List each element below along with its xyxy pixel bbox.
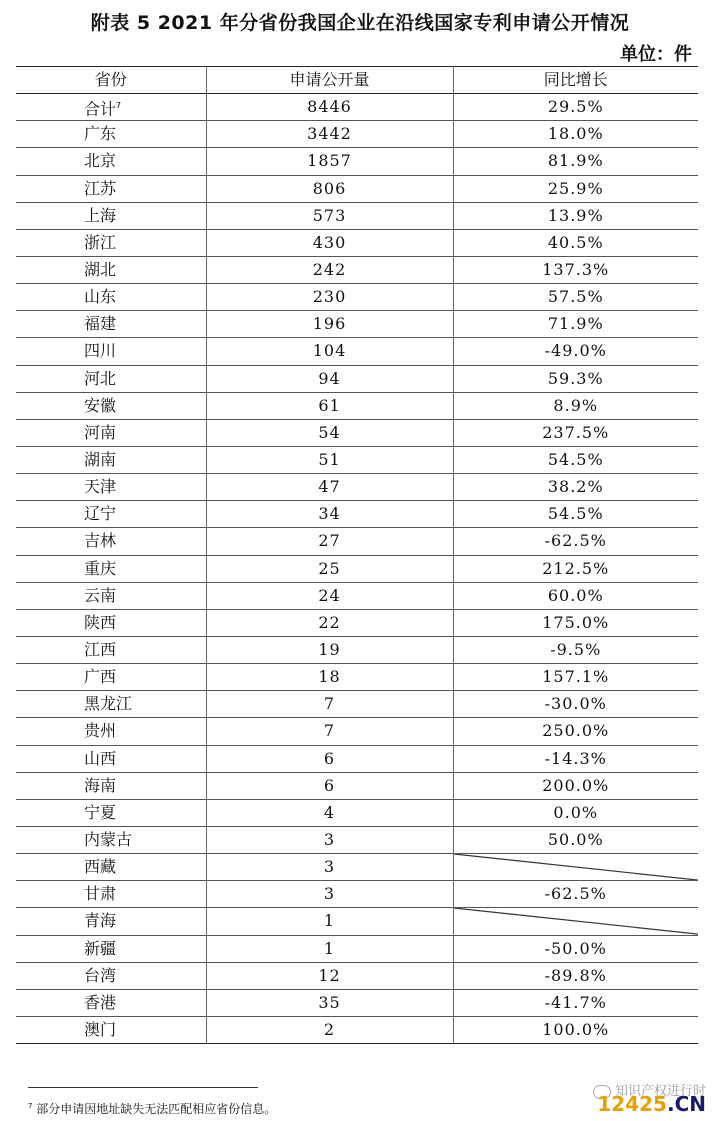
province-cell bbox=[16, 989, 206, 1016]
count-cell bbox=[206, 419, 453, 446]
site-logo bbox=[597, 1092, 706, 1116]
province-cell bbox=[16, 528, 206, 555]
province-cell bbox=[16, 474, 206, 501]
table-row bbox=[16, 718, 698, 745]
column-header-count: 申请公开量 bbox=[206, 67, 453, 94]
table-row bbox=[16, 799, 698, 826]
growth-cell bbox=[453, 962, 698, 989]
province-cell bbox=[16, 772, 206, 799]
province-name: 广东 bbox=[84, 124, 117, 144]
province-cell bbox=[16, 935, 206, 962]
province-name: 北京 bbox=[84, 151, 117, 171]
count-cell bbox=[206, 284, 453, 311]
no-data-slash bbox=[454, 854, 699, 880]
growth-value: -9.5% bbox=[550, 640, 602, 660]
count-cell bbox=[206, 718, 453, 745]
count-cell bbox=[206, 501, 453, 528]
province-cell bbox=[16, 94, 206, 121]
growth-cell bbox=[453, 772, 698, 799]
count-cell bbox=[206, 175, 453, 202]
growth-cell bbox=[453, 175, 698, 202]
table-row bbox=[16, 664, 698, 691]
growth-cell bbox=[453, 555, 698, 582]
growth-value: 38.2% bbox=[547, 477, 604, 497]
table-row bbox=[16, 229, 698, 256]
count-cell bbox=[206, 636, 453, 663]
count-cell bbox=[206, 691, 453, 718]
growth-cell bbox=[453, 691, 698, 718]
province-cell bbox=[16, 908, 206, 935]
growth-value: 137.3% bbox=[542, 260, 610, 280]
province-cell bbox=[16, 1016, 206, 1043]
count-cell bbox=[206, 582, 453, 609]
growth-value: 54.5% bbox=[547, 450, 604, 470]
province-cell bbox=[16, 256, 206, 283]
growth-cell bbox=[453, 636, 698, 663]
count-value: 94 bbox=[318, 368, 341, 388]
count-value: 3 bbox=[323, 857, 336, 877]
growth-cell bbox=[453, 202, 698, 229]
count-cell bbox=[206, 338, 453, 365]
footnote bbox=[28, 1100, 276, 1117]
count-value: 25 bbox=[318, 558, 341, 578]
growth-cell bbox=[453, 148, 698, 175]
growth-cell bbox=[453, 229, 698, 256]
count-cell bbox=[206, 94, 453, 121]
table-row bbox=[16, 772, 698, 799]
growth-value: 237.5% bbox=[542, 422, 610, 442]
province-name: 福建 bbox=[84, 314, 117, 334]
growth-cell bbox=[453, 392, 698, 419]
table-row bbox=[16, 1016, 698, 1043]
growth-value: 250.0% bbox=[542, 721, 610, 741]
growth-cell bbox=[453, 311, 698, 338]
growth-value: 29.5% bbox=[547, 97, 604, 117]
footnote-divider bbox=[28, 1087, 258, 1088]
growth-cell bbox=[453, 935, 698, 962]
table-row bbox=[16, 989, 698, 1016]
province-cell bbox=[16, 202, 206, 229]
province-name: 四川 bbox=[84, 341, 117, 361]
table-row bbox=[16, 555, 698, 582]
count-value: 35 bbox=[318, 992, 341, 1012]
table-row bbox=[16, 338, 698, 365]
province-name: 宁夏 bbox=[84, 802, 117, 822]
footnote-mark: 7 bbox=[28, 1102, 33, 1110]
growth-cell bbox=[453, 989, 698, 1016]
count-cell bbox=[206, 311, 453, 338]
growth-value: 200.0% bbox=[542, 775, 610, 795]
count-cell bbox=[206, 446, 453, 473]
count-value: 230 bbox=[312, 287, 347, 307]
province-patent-table bbox=[16, 66, 698, 1044]
growth-cell bbox=[453, 365, 698, 392]
growth-value: 81.9% bbox=[547, 151, 604, 171]
province-cell bbox=[16, 962, 206, 989]
growth-value: -62.5% bbox=[544, 884, 607, 904]
table-row bbox=[16, 636, 698, 663]
table-row bbox=[16, 881, 698, 908]
count-value: 4 bbox=[323, 802, 336, 822]
province-name: 新疆 bbox=[84, 938, 117, 958]
count-cell bbox=[206, 664, 453, 691]
province-cell bbox=[16, 419, 206, 446]
growth-value: -49.0% bbox=[544, 341, 607, 361]
growth-cell bbox=[453, 501, 698, 528]
count-value: 430 bbox=[312, 232, 347, 252]
table-row bbox=[16, 854, 698, 881]
province-name: 上海 bbox=[84, 205, 117, 225]
watermark-text: 知识产权进行时 bbox=[614, 1084, 706, 1099]
province-name: 内蒙古 bbox=[84, 830, 133, 849]
growth-cell bbox=[453, 94, 698, 121]
province-cell bbox=[16, 311, 206, 338]
count-value: 7 bbox=[323, 721, 336, 741]
table-row bbox=[16, 501, 698, 528]
count-cell bbox=[206, 1016, 453, 1043]
table-row bbox=[16, 962, 698, 989]
province-name: 黑龙江 bbox=[84, 694, 133, 714]
growth-value: 0.0% bbox=[553, 802, 599, 822]
province-cell bbox=[16, 718, 206, 745]
province-name: 山西 bbox=[84, 748, 117, 768]
province-name: 广西 bbox=[84, 667, 117, 687]
growth-value: 50.0% bbox=[547, 830, 604, 849]
table-row bbox=[16, 745, 698, 772]
table-row bbox=[16, 365, 698, 392]
growth-cell bbox=[453, 799, 698, 826]
growth-value: 54.5% bbox=[547, 504, 604, 524]
province-name: 湖南 bbox=[84, 450, 117, 470]
logo-digits: 12425 bbox=[597, 1092, 667, 1116]
growth-cell bbox=[453, 664, 698, 691]
province-cell bbox=[16, 854, 206, 881]
table-row bbox=[16, 311, 698, 338]
province-name: 安徽 bbox=[84, 395, 117, 415]
province-cell bbox=[16, 148, 206, 175]
count-cell bbox=[206, 745, 453, 772]
count-value: 242 bbox=[312, 260, 347, 280]
count-value: 6 bbox=[323, 775, 336, 795]
column-header-province: 省份 bbox=[94, 70, 127, 90]
province-name: 江苏 bbox=[84, 178, 117, 198]
count-value: 1 bbox=[323, 938, 336, 958]
table-row bbox=[16, 446, 698, 473]
province-cell bbox=[16, 881, 206, 908]
count-cell bbox=[206, 121, 453, 148]
footnote-text: 部分申请因地址缺失无法匹配相应省份信息。 bbox=[36, 1102, 277, 1116]
growth-value: 59.3% bbox=[547, 368, 604, 388]
growth-cell bbox=[453, 474, 698, 501]
count-cell bbox=[206, 202, 453, 229]
count-value: 196 bbox=[312, 314, 347, 334]
table-row bbox=[16, 392, 698, 419]
table-row bbox=[16, 175, 698, 202]
count-value: 61 bbox=[318, 395, 341, 415]
count-value: 47 bbox=[318, 477, 341, 497]
province-name: 香港 bbox=[84, 992, 117, 1012]
count-value: 22 bbox=[318, 612, 341, 632]
province-cell bbox=[16, 446, 206, 473]
count-cell bbox=[206, 854, 453, 881]
count-value: 573 bbox=[312, 205, 347, 225]
count-value: 104 bbox=[312, 341, 347, 361]
growth-value: -41.7% bbox=[544, 992, 607, 1012]
table-row bbox=[16, 121, 698, 148]
count-value: 12 bbox=[318, 965, 341, 985]
count-cell bbox=[206, 528, 453, 555]
province-cell bbox=[16, 121, 206, 148]
growth-cell bbox=[453, 609, 698, 636]
count-cell bbox=[206, 908, 453, 935]
growth-value: 60.0% bbox=[547, 585, 604, 605]
table-row bbox=[16, 474, 698, 501]
count-value: 3 bbox=[323, 884, 336, 904]
count-cell bbox=[206, 392, 453, 419]
count-value: 24 bbox=[318, 585, 341, 605]
province-name: 云南 bbox=[84, 585, 117, 605]
growth-value: 40.5% bbox=[547, 232, 604, 252]
count-value: 806 bbox=[312, 178, 347, 198]
growth-value: 157.1% bbox=[542, 667, 610, 687]
count-value: 19 bbox=[318, 640, 341, 660]
growth-value: 212.5% bbox=[542, 558, 610, 578]
count-cell bbox=[206, 555, 453, 582]
province-cell bbox=[16, 229, 206, 256]
province-cell bbox=[16, 609, 206, 636]
growth-cell bbox=[453, 256, 698, 283]
province-name: 山东 bbox=[84, 287, 117, 307]
table-row bbox=[16, 908, 698, 935]
table-row bbox=[16, 148, 698, 175]
growth-cell bbox=[453, 528, 698, 555]
count-cell bbox=[206, 935, 453, 962]
growth-value: 18.0% bbox=[547, 124, 604, 144]
province-name: 辽宁 bbox=[84, 504, 117, 524]
province-name: 澳门 bbox=[84, 1019, 117, 1039]
province-name: 吉林 bbox=[84, 531, 117, 551]
table-row bbox=[16, 691, 698, 718]
growth-value: -62.5% bbox=[544, 531, 607, 551]
table-row bbox=[16, 256, 698, 283]
province-cell bbox=[16, 664, 206, 691]
count-value: 27 bbox=[318, 531, 341, 551]
count-cell bbox=[206, 881, 453, 908]
count-value: 2 bbox=[323, 1019, 336, 1039]
count-cell bbox=[206, 609, 453, 636]
province-name: 河北 bbox=[84, 368, 117, 388]
growth-cell bbox=[453, 338, 698, 365]
province-cell bbox=[16, 501, 206, 528]
growth-cell bbox=[453, 745, 698, 772]
footnote-ref: 7 bbox=[116, 100, 122, 110]
province-name: 天津 bbox=[84, 477, 117, 497]
logo-suffix: .CN bbox=[666, 1092, 706, 1116]
table-row bbox=[16, 935, 698, 962]
count-cell bbox=[206, 826, 453, 853]
no-data-slash bbox=[454, 908, 699, 934]
growth-cell bbox=[453, 284, 698, 311]
count-cell bbox=[206, 148, 453, 175]
growth-cell bbox=[453, 446, 698, 473]
province-name: 河南 bbox=[84, 422, 117, 442]
province-cell bbox=[16, 799, 206, 826]
growth-value: -14.3% bbox=[544, 748, 607, 768]
province-name: 陕西 bbox=[84, 612, 117, 632]
province-cell bbox=[16, 826, 206, 853]
table-row bbox=[16, 284, 698, 311]
province-name: 青海 bbox=[84, 911, 117, 931]
province-name: 湖北 bbox=[84, 260, 117, 280]
table-row bbox=[16, 94, 698, 121]
count-value: 6 bbox=[323, 748, 336, 768]
count-value: 1 bbox=[323, 911, 336, 931]
province-cell bbox=[16, 636, 206, 663]
growth-cell bbox=[453, 1016, 698, 1043]
count-value: 3 bbox=[323, 830, 336, 849]
count-value: 8446 bbox=[307, 97, 352, 117]
count-cell bbox=[206, 474, 453, 501]
province-name: 台湾 bbox=[84, 965, 117, 985]
column-header-growth: 同比增长 bbox=[453, 67, 698, 94]
table-row bbox=[16, 528, 698, 555]
table-row bbox=[16, 419, 698, 446]
province-cell bbox=[16, 175, 206, 202]
province-cell bbox=[16, 582, 206, 609]
province-name: 合计 bbox=[84, 98, 117, 118]
growth-cell bbox=[453, 582, 698, 609]
count-cell bbox=[206, 772, 453, 799]
growth-value: 175.0% bbox=[542, 612, 610, 632]
province-name: 西藏 bbox=[84, 857, 117, 877]
growth-value: 8.9% bbox=[553, 395, 599, 415]
growth-cell bbox=[453, 881, 698, 908]
count-cell bbox=[206, 989, 453, 1016]
table-row bbox=[16, 826, 698, 853]
table-header-row bbox=[16, 67, 698, 94]
province-name: 重庆 bbox=[84, 558, 117, 578]
province-cell bbox=[16, 365, 206, 392]
province-cell bbox=[16, 745, 206, 772]
count-cell bbox=[206, 365, 453, 392]
growth-value: 13.9% bbox=[547, 205, 604, 225]
province-cell bbox=[16, 392, 206, 419]
growth-value: 25.9% bbox=[547, 178, 604, 198]
growth-cell bbox=[453, 718, 698, 745]
province-cell bbox=[16, 284, 206, 311]
province-name: 贵州 bbox=[84, 721, 117, 741]
growth-cell bbox=[453, 419, 698, 446]
growth-cell bbox=[453, 854, 698, 881]
growth-cell bbox=[453, 826, 698, 853]
growth-value: -50.0% bbox=[544, 938, 607, 958]
province-cell bbox=[16, 555, 206, 582]
table-row bbox=[16, 582, 698, 609]
province-name: 海南 bbox=[84, 775, 117, 795]
count-value: 51 bbox=[318, 450, 341, 470]
count-cell bbox=[206, 799, 453, 826]
growth-cell bbox=[453, 121, 698, 148]
table-row bbox=[16, 202, 698, 229]
unit-label: 单位：件 bbox=[620, 44, 692, 65]
province-name: 甘肃 bbox=[84, 884, 117, 904]
province-cell bbox=[16, 691, 206, 718]
table-row bbox=[16, 609, 698, 636]
growth-value: 100.0% bbox=[542, 1019, 610, 1039]
count-cell bbox=[206, 256, 453, 283]
count-cell bbox=[206, 229, 453, 256]
count-value: 34 bbox=[318, 504, 341, 524]
count-value: 3442 bbox=[307, 124, 352, 144]
province-name: 江西 bbox=[84, 640, 117, 660]
growth-value: -30.0% bbox=[544, 694, 607, 714]
table-title: 附表 5 2021 年分省份我国企业在沿线国家专利申请公开情况 bbox=[90, 12, 630, 34]
growth-cell bbox=[453, 908, 698, 935]
count-value: 1857 bbox=[307, 151, 352, 171]
count-value: 7 bbox=[323, 694, 336, 714]
province-cell bbox=[16, 338, 206, 365]
count-value: 18 bbox=[318, 667, 341, 687]
growth-value: -89.8% bbox=[544, 965, 607, 985]
growth-value: 71.9% bbox=[547, 314, 604, 334]
growth-value: 57.5% bbox=[547, 287, 604, 307]
count-value: 54 bbox=[318, 422, 341, 442]
province-name: 浙江 bbox=[84, 232, 117, 252]
count-cell bbox=[206, 962, 453, 989]
